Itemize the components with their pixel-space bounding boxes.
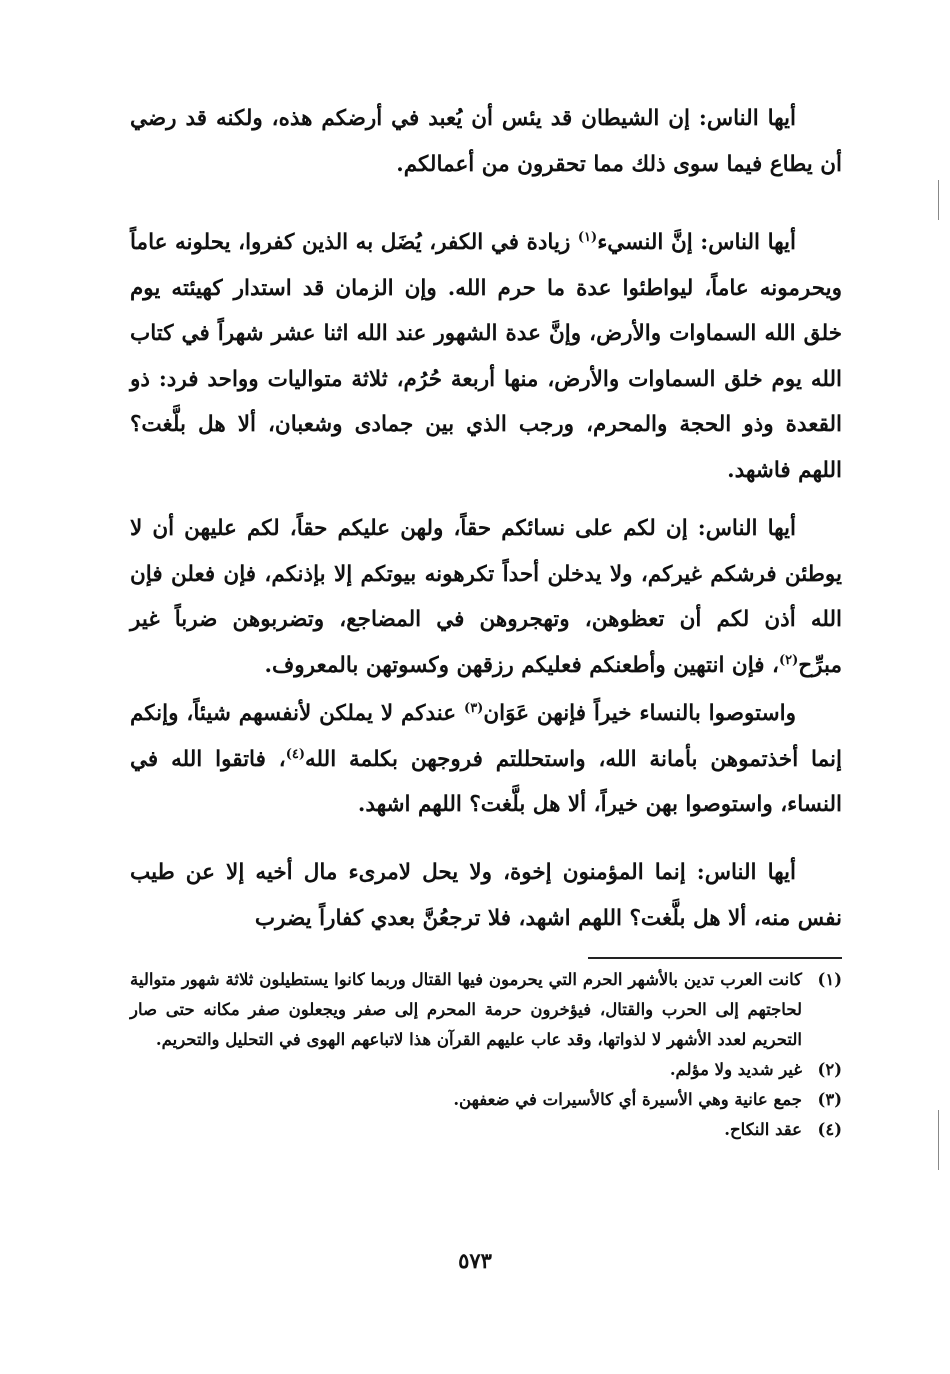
footnote-3 xyxy=(130,1085,842,1115)
footnote-text: جمع عانية وهي الأسيرة أي كالأسيرات في ضعفهن. xyxy=(453,1090,802,1109)
footnote-text: عقد النكاح. xyxy=(724,1120,802,1139)
paragraph-3 xyxy=(130,506,842,688)
footnote-separator xyxy=(588,957,842,959)
footnote-ref-3: (٣) xyxy=(464,700,484,716)
footnote-2 xyxy=(130,1055,842,1085)
footnote-number: (٢) xyxy=(817,1060,842,1079)
footnote-ref-2: (٢) xyxy=(778,652,799,668)
paragraph-5-text: أيها الناس: إنما المؤمنون إخوة، ولا يحل لامرىء مال أخيه إلا عن طيب نفس منه، ألا هل بلَّغت؟ اللهم اشهد، فلا ترجعُنَّ بعدي كفاراً يضرب xyxy=(130,860,842,931)
paragraph-1-text: أيها الناس: إن الشيطان قد يئس أن يُعبد في أرضكم هذه، ولكنه قد رضي أن يطاع فيما سوى ذلك مما تحقرون من أعمالكم. xyxy=(130,106,842,177)
paragraph-4-text-b: عندكم لا يملكن لأنفسهم شيئاً، وإنكم إنما أخذتموهن بأمانة الله، واستحللتم فروجهن بكلمة الله xyxy=(130,701,842,772)
paragraph-3-text-a: أيها الناس: إن لكم على نسائكم حقاً، ولهن عليكم حقاً، لكم عليهن أن لا يوطئن فرشكم غيركم، ولا يدخلن أحداً تكرهونه بيوتكم إلا بإذنكم، فإن فعلن فإن الله أذن لكم أن تعظوهن، وتهجروهن في المضاجع، وتضربوهن ضرباً غير مبرِّح xyxy=(130,516,842,678)
scan-edge-mark xyxy=(938,180,939,220)
paragraph-3-text-b: ، فإن انتهين وأطعنكم فعليكم رزقهن وكسوتهن بالمعروف. xyxy=(264,652,779,678)
paragraph-1 xyxy=(130,96,842,187)
scan-edge-mark xyxy=(938,1110,939,1170)
paragraph-4 xyxy=(130,691,842,828)
footnote-text: كانت العرب تدين بالأشهر الحرم التي يحرمون فيها القتال وربما كانوا يستطيلون ثلاثة شهور متوالية لحاجتهم إلى الحرب والقتال، فيؤخرون حرمة المحرم إلى صفر ويجعلون صفر مكانه حتى صار التحريم لعدد الأشهر لا لذواتها، وقد عاب عليهم القرآن هذا لاتباعهم الهوى في التحليل والتحريم. xyxy=(130,970,802,1049)
footnote-text: غير شديد ولا مؤلم. xyxy=(669,1060,802,1079)
footnotes-list xyxy=(130,965,842,1145)
footnote-ref-4: (٤) xyxy=(285,746,305,762)
paragraph-4-text-a: واستوصوا بالنساء خيراً فإنهن عَوَان xyxy=(483,701,796,726)
footnote-4 xyxy=(130,1115,842,1145)
paragraph-4-text-c: ، فاتقوا الله في النساء، واستوصوا بهن خيراً، ألا هل بلَّغت؟ اللهم اشهد. xyxy=(130,746,842,817)
footnote-ref-1: (١) xyxy=(577,229,598,245)
paragraph-5 xyxy=(130,850,842,941)
footnote-1 xyxy=(130,965,842,1055)
footnote-number: (١) xyxy=(817,970,842,989)
paragraph-2-text-a: أيها الناس: إنَّ النسيء xyxy=(597,230,796,255)
footnote-number: (٤) xyxy=(817,1120,842,1139)
page-number: ٥٧٣ xyxy=(458,1248,492,1273)
footnote-number: (٣) xyxy=(817,1090,842,1109)
paragraph-2 xyxy=(130,220,842,493)
paragraph-2-text-b: زيادة في الكفر، يُضَل به الذين كفروا، يحلونه عاماً ويحرمونه عاماً، ليواطئوا عدة ما حرم الله. وإن الزمان قد استدار كهيئته يوم خلق الله السماوات والأرض، وإنَّ عدة الشهور عند الله اثنا عشر شهراً في كتاب الله يوم خلق السماوات والأرض، منها أربعة حُرُم، ثلاثة متواليات وواحد فرد: ذو القعدة وذو الحجة والمحرم، ورجب الذي بين جمادى وشعبان، ألا هل بلَّغت؟ اللهم فاشهد. xyxy=(130,230,842,483)
